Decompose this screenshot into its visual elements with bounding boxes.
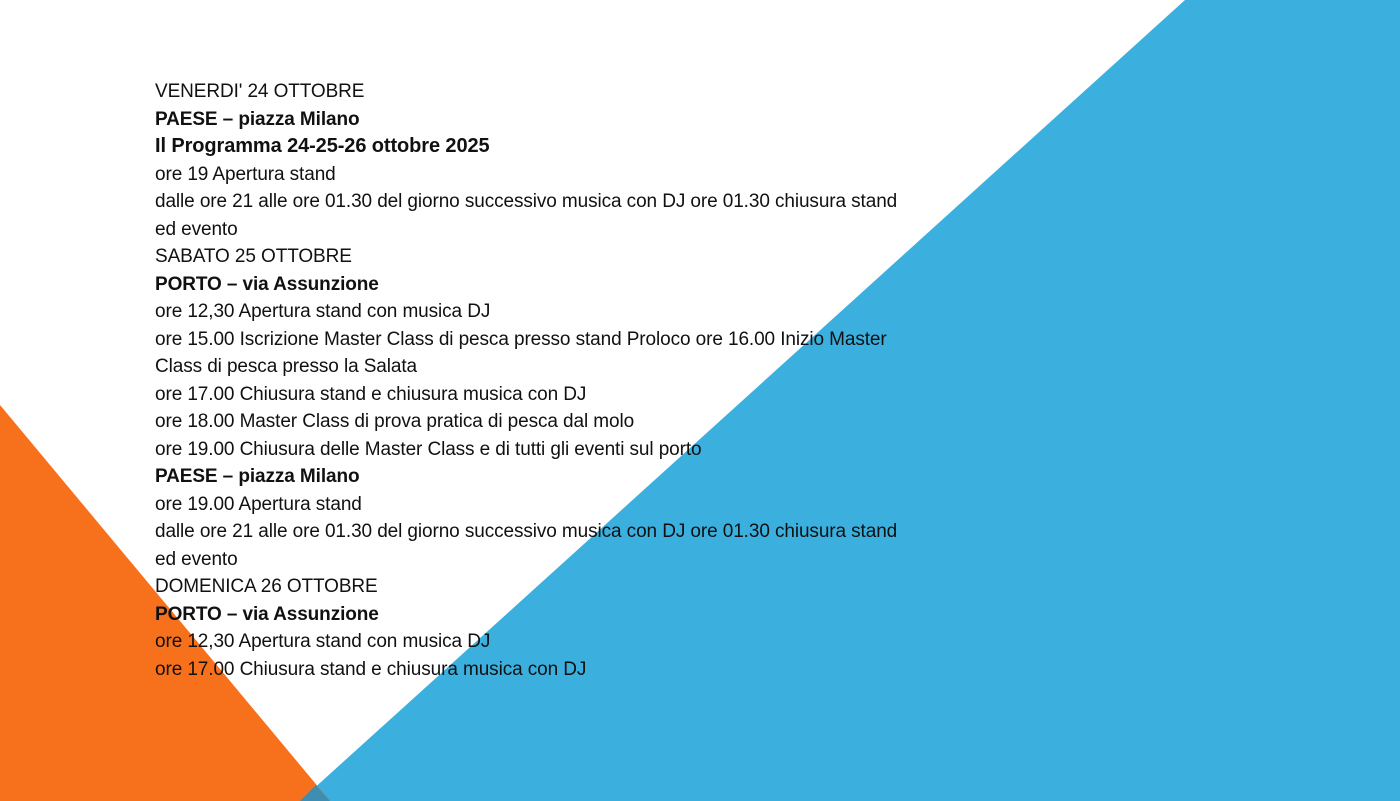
day1-item-dj-line1: dalle ore 21 alle ore 01.30 del giorno successivo musica con DJ ore 01.30 chiusura stand xyxy=(155,191,898,212)
day2-item-dj-line2: ed evento xyxy=(155,548,238,570)
day1-item-dj-line2: ed evento xyxy=(155,218,238,240)
program-text-block xyxy=(155,78,1055,683)
day2-location-paese: PAESE – piazza Milano xyxy=(155,466,360,487)
day2-item-closing: ore 17.00 Chiusura stand e chiusura musica con DJ xyxy=(155,383,587,405)
day3-heading: DOMENICA 26 OTTOBRE xyxy=(155,576,378,597)
day3-item-opening: ore 12,30 Apertura stand con musica DJ xyxy=(155,631,491,652)
day2-location-porto: PORTO – via Assunzione xyxy=(155,273,379,295)
day2-item-stand-opening: ore 19.00 Apertura stand xyxy=(155,493,362,515)
day2-item-masterclass-line1: ore 15.00 Iscrizione Master Class di pesca presso stand Proloco ore 16.00 Inizio Master xyxy=(155,328,887,350)
day1-heading: VENERDI' 24 OTTOBRE xyxy=(155,81,365,102)
day2-item-dj-line1: dalle ore 21 alle ore 01.30 del giorno successivo musica con DJ ore 01.30 chiusura stand xyxy=(155,521,898,542)
day2-item-opening: ore 12,30 Apertura stand con musica DJ xyxy=(155,301,491,322)
day2-item-masterclass-line2: Class di pesca presso la Salata xyxy=(155,356,417,377)
day2-item-practice: ore 18.00 Master Class di prova pratica di pesca dal molo xyxy=(155,411,635,432)
program-title: Il Programma 24-25-26 ottobre 2025 xyxy=(155,135,490,157)
day3-location: PORTO – via Assunzione xyxy=(155,603,379,625)
day1-location: PAESE – piazza Milano xyxy=(155,108,360,130)
day1-item-opening: ore 19 Apertura stand xyxy=(155,163,336,185)
day2-heading: SABATO 25 OTTOBRE xyxy=(155,246,352,267)
day2-item-end-port: ore 19.00 Chiusura delle Master Class e di tutti gli eventi sul porto xyxy=(155,438,702,460)
day3-item-closing: ore 17.00 Chiusura stand e chiusura musica con DJ xyxy=(155,658,587,680)
